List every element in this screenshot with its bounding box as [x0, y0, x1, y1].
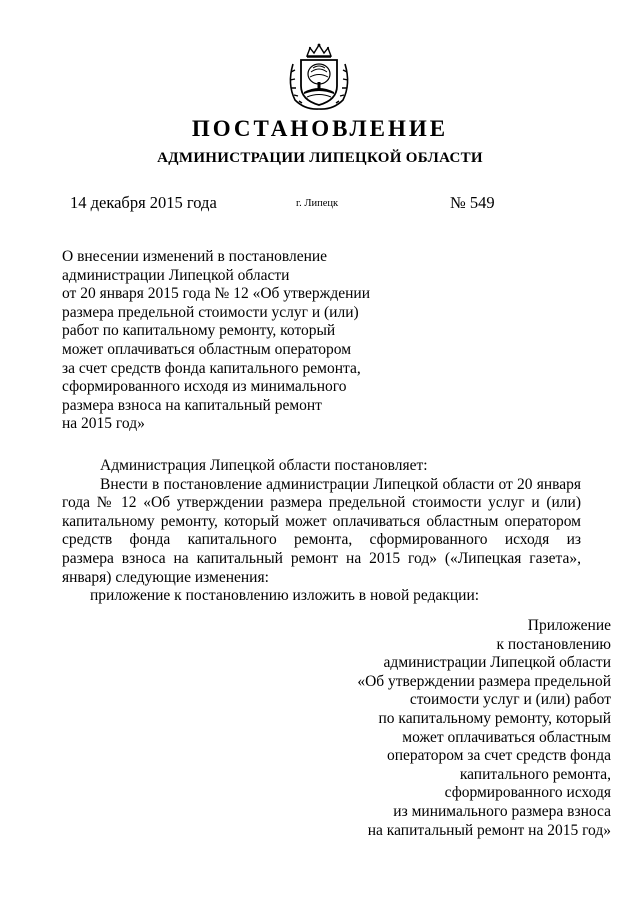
appendix-line: «Об утверждении размера предельной: [357, 672, 611, 690]
document-subject: [62, 248, 392, 434]
appendix-line: оператором за счет средств фонда: [386, 747, 611, 765]
subject-line: О внесении изменений в постановление: [62, 248, 328, 265]
issuing-authority: АДМИНИСТРАЦИИ ЛИПЕЦКОЙ ОБЛАСТИ: [157, 150, 483, 166]
appendix-line: администрации Липецкой области: [383, 654, 611, 672]
document-date: 14 декабря 2015 года: [70, 193, 217, 212]
coat-of-arms-emblem: [285, 42, 353, 112]
body-paragraph-line: средств фонда капитального ремонта, сформированного исходя из: [62, 531, 581, 549]
subject-line: за счет средств фонда капитального ремонта,: [62, 359, 361, 377]
subject-line: размера предельной стоимости услуг и (или): [62, 303, 359, 321]
appendix-line: по капитальному ремонту, который: [378, 709, 611, 727]
subject-line: администрации Липецкой области: [62, 266, 290, 284]
body-intro: Администрация Липецкой области постановляет:: [100, 457, 428, 474]
appendix-line: на капитальный ремонт на 2015 год»: [367, 821, 611, 839]
subject-line: размера взноса на капитальный ремонт: [62, 396, 322, 414]
subject-line: сформированного исходя из минимального: [62, 378, 347, 396]
appendix-line: стоимости услуг и (или) работ: [409, 691, 611, 709]
appendix-line: сформированного исходя: [444, 784, 611, 802]
subject-line: может оплачиваться областным оператором: [62, 340, 352, 358]
body-instruction: приложение к постановлению изложить в новой редакции:: [90, 587, 480, 605]
subject-line: на 2015 год»: [62, 415, 145, 433]
appendix-line: капитального ремонта,: [459, 765, 611, 783]
body-paragraph-line: Внести в постановление администрации Липецкой области от 20 января: [100, 475, 581, 493]
appendix-line: к постановлению: [496, 635, 611, 653]
body-paragraph-line: года № 12 «Об утверждении размера предельной стоимости услуг и (или): [62, 494, 581, 512]
subject-line: от 20 января 2015 года № 12 «Об утверждении: [62, 285, 371, 303]
appendix-heading: [281, 617, 611, 840]
body-paragraph-line: размера взноса на капитальный ремонт на 2015 год» («Липецкая газета»,: [62, 549, 581, 567]
appendix-line: Приложение: [527, 617, 611, 634]
appendix-line: может оплачиваться областным: [402, 728, 611, 746]
document-title: ПОСТАНОВЛЕНИЕ: [191, 116, 449, 141]
body-paragraph-line: января) следующие изменения:: [62, 568, 269, 586]
document-body: [62, 457, 581, 606]
body-paragraph-line: капитальному ремонту, который может оплачиваться областным оператором: [62, 512, 581, 530]
subject-line: работ по капитальному ремонту, который: [62, 322, 336, 340]
appendix-line: из минимального размера взноса: [393, 802, 611, 820]
document-city: г. Липецк: [296, 198, 339, 209]
document-number: № 549: [450, 193, 495, 212]
